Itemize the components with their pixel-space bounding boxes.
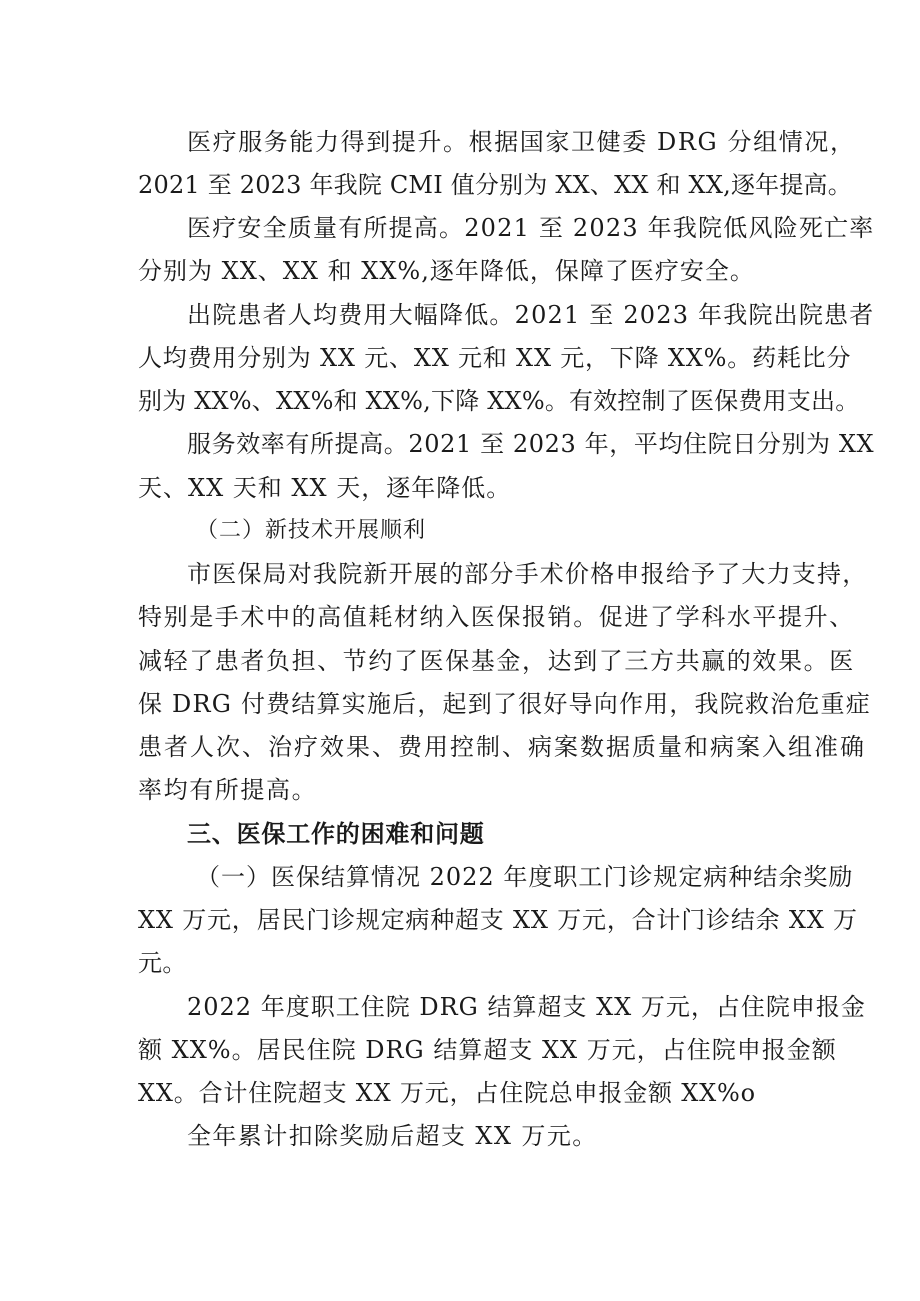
paragraph-line: 额 XX%。居民住院 DRG 结算超支 XX 万元，占住院申报金额 bbox=[138, 1036, 837, 1064]
paragraph-line: 天、XX 天和 XX 天，逐年降低。 bbox=[138, 474, 512, 502]
paragraph-line: 人均费用分别为 XX 元、XX 元和 XX 元，下降 XX%。药耗比分 bbox=[138, 344, 852, 372]
paragraph-line: 患者人次、治疗效果、费用控制、病案数据质量和病案入组准确 bbox=[138, 733, 866, 761]
paragraph-line: 率均有所提高。 bbox=[138, 776, 318, 804]
paragraph-line: 2021 至 2023 年我院 CMI 值分别为 XX、XX 和 XX,逐年提高。 bbox=[138, 171, 852, 199]
paragraph-line: XX。合计住院超支 XX 万元，占住院总申报金额 XX%o bbox=[138, 1079, 756, 1107]
paragraph-line: 全年累计扣除奖励后超支 XX 万元。 bbox=[187, 1122, 598, 1150]
paragraph-line: 出院患者人均费用大幅降低。2021 至 2023 年我院出院患者 bbox=[187, 301, 875, 329]
section-subheading: （二）新技术开展顺利 bbox=[196, 518, 427, 543]
paragraph-line: 保 DRG 付费结算实施后，起到了很好导向作用，我院救治危重症 bbox=[138, 690, 871, 718]
paragraph-line: 市医保局对我院新开展的部分手术价格申报给予了大力支持， bbox=[187, 560, 868, 588]
paragraph-line: 分别为 XX、XX 和 XX%,逐年降低，保障了医疗安全。 bbox=[138, 257, 755, 285]
paragraph-line: XX 万元，居民门诊规定病种超支 XX 万元，合计门诊结余 XX 万 bbox=[138, 906, 858, 934]
paragraph-line: 医疗服务能力得到提升。根据国家卫健委 DRG 分组情况， bbox=[187, 128, 856, 156]
paragraph-line: 别为 XX%、XX%和 XX%,下降 XX%。有效控制了医保费用支出。 bbox=[138, 387, 860, 415]
paragraph-line: 医疗安全质量有所提高。2021 至 2023 年我院低风险死亡率 bbox=[187, 214, 875, 242]
paragraph-line: 2022 年度职工住院 DRG 结算超支 XX 万元，占住院申报金 bbox=[187, 993, 866, 1021]
paragraph-line: 元。 bbox=[138, 949, 187, 977]
paragraph-line: 减轻了患者负担、节约了医保基金，达到了三方共赢的效果。医 bbox=[138, 647, 855, 675]
paragraph-line: 服务效率有所提高。2021 至 2023 年，平均住院日分别为 XX bbox=[187, 430, 875, 458]
section-heading: 三、医保工作的困难和问题 bbox=[187, 820, 485, 848]
paragraph-line: （一）医保结算情况 2022 年度职工门诊规定病种结余奖励 bbox=[196, 863, 854, 891]
paragraph-line: 特别是手术中的高值耗材纳入医保报销。促进了学科水平提升、 bbox=[138, 603, 855, 631]
